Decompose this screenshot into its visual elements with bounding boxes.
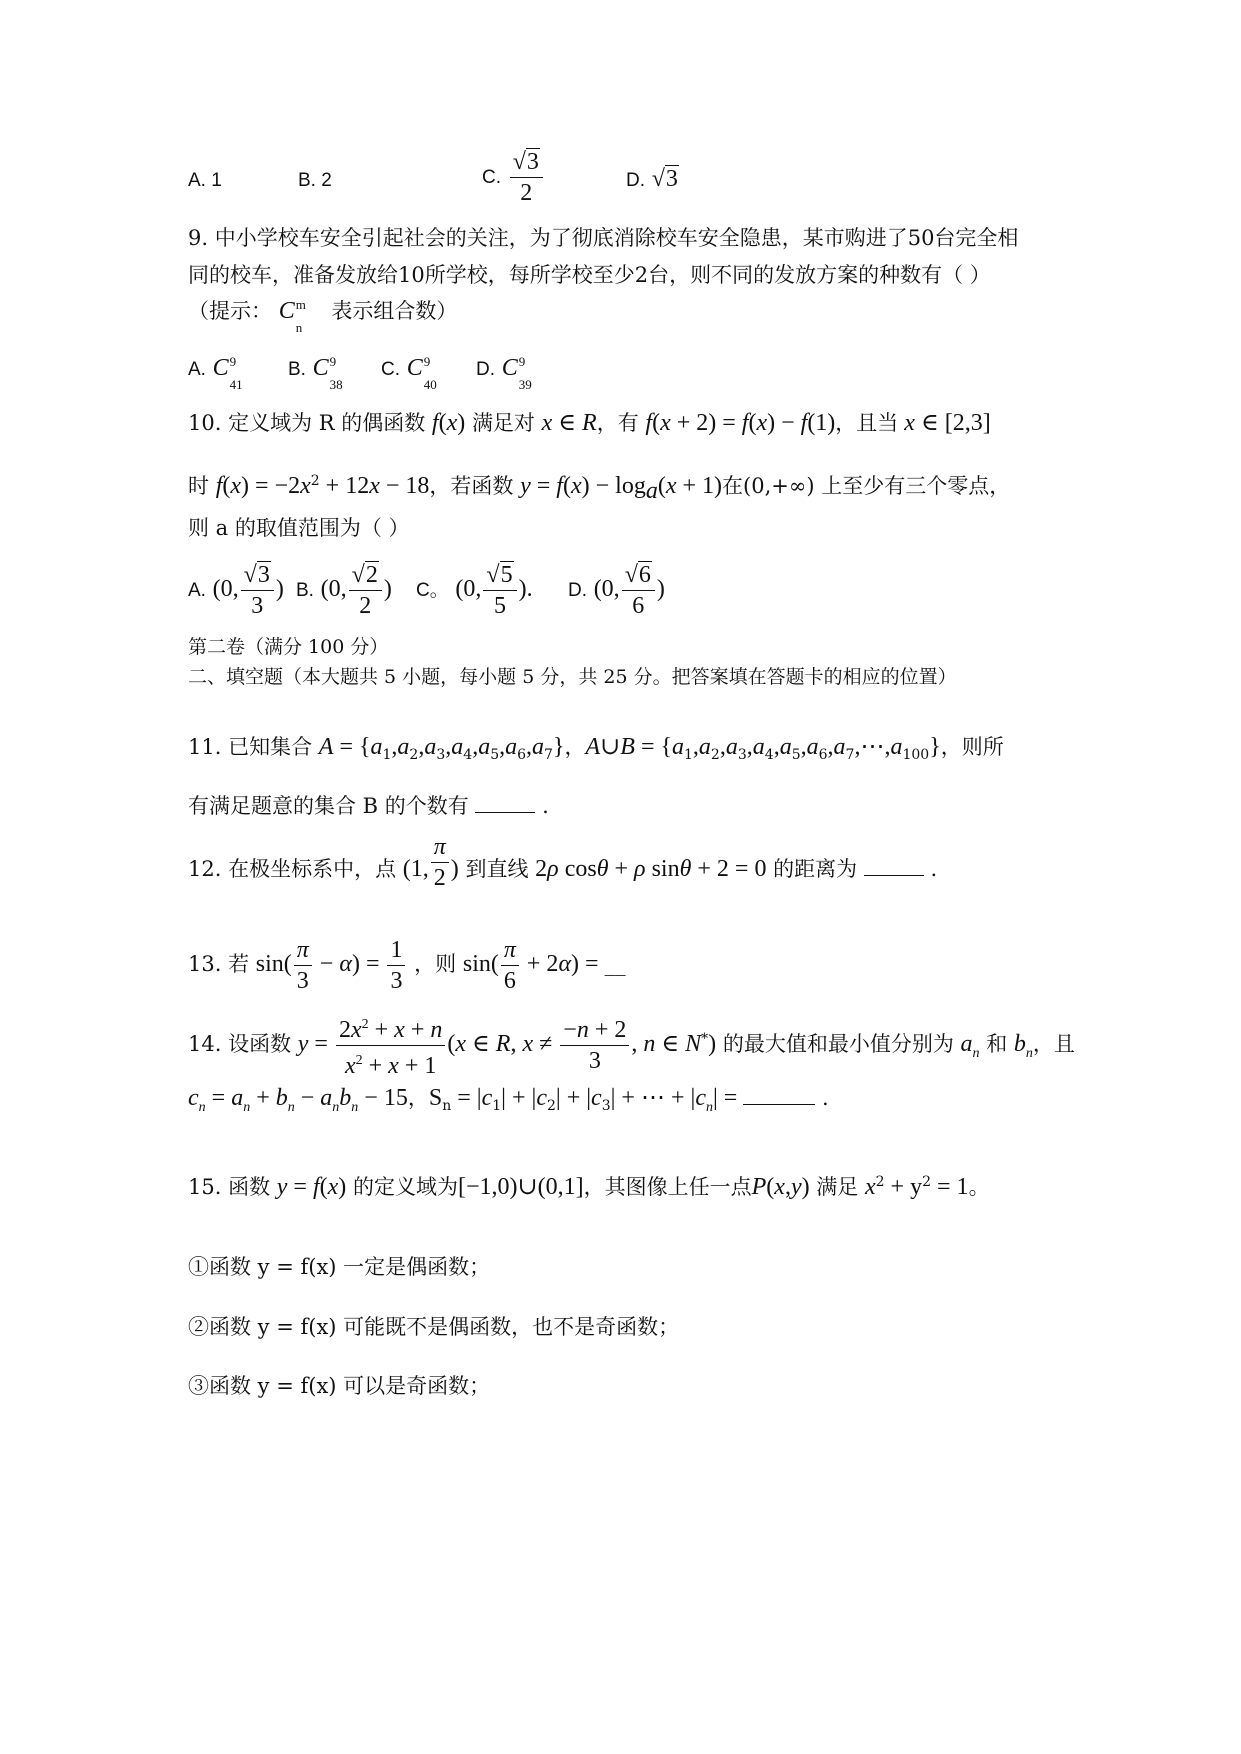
q15-statement-1: ①函数 y = f(x) 一定是偶函数； <box>188 1255 491 1279</box>
q10-option-a: A. <box>188 580 206 601</box>
q8-option-d: D. <box>626 170 645 191</box>
q9-option-a: A. <box>188 359 206 380</box>
q13-answer-blank[interactable]: __ <box>604 952 626 976</box>
q15-statement-2: ②函数 y = f(x) 可能既不是偶函数，也不是奇函数； <box>188 1315 680 1339</box>
q13-line: 13. 若 sin( $\frac{\pi}{3}$ − α) = $\frac{1}{3}$ ，则 sin( $\frac{\pi}{6}$ + 2α) = __ <box>188 937 626 994</box>
q8-option-c-value: $\frac{√3}{2}$ <box>510 147 543 208</box>
q8-option-c: C. <box>482 167 501 188</box>
q9-hint-prefix: （提示： <box>188 299 272 323</box>
q10-line-3: 则 a 的取值范围为（ ） <box>188 516 410 540</box>
q15-statement-3: ③函数 y = f(x) 可以是奇函数； <box>188 1374 491 1398</box>
q12-answer-blank[interactable] <box>864 853 924 876</box>
q9-line-1: 9. 中小学校车安全引起社会的关注，为了彻底消除校车安全隐患，某市购进了50台完全相 <box>188 226 1019 250</box>
q11-answer-blank[interactable] <box>475 790 535 813</box>
q11-line-2: 有满足题意的集合 B 的个数有 . <box>188 790 549 820</box>
q8-option-b: B. 2 <box>298 170 332 191</box>
q14-line-2: $c_n = a_n + b_n - a_nb_n - 15$，$S_n = |c_1| + |c_2| + |c_3|$ + ⋯ + $|c_n|$ = . <box>188 1082 829 1122</box>
exam-page: A. 1 B. 2 C. $\frac{√3}{2}$ D. √3 9. 中小学校车安全引起社会的关注，为了彻底消除校车安全隐患，某市购进了50台完全相 同的校车，准备发放给10所学校，每所学校至少2台，则不同的发放方案的种数有（ ） （提示： C m n 表示组合数） A. C 9 41 B. C 9 38 C. C 9 40 D. C 9 39 10. 定义域为 R 的偶函数 f(x) 满足对 x ∈ R，有 f(x + 2) = f(x) − f(1)，且当 x ∈ [2,3] 时 $f(x) = -2x^2 + 12x - 18$，若函数 $y = f(x) - \log_a(x + 1)$在(0,+∞) 上至少有三个零点， 则 a 的取值范围为（ ） A. (0, $\frac{√3}{3}$ ) B. (0, $\frac{√2}{2}$ ) C。 (0, $\frac{√5}{5}$ ). D. (0, $\frac{√6}{6}$ ) 第二卷（满分 100 分） 二、填空题（本大题共 5 小题，每小题 5 分，共 25 分。把答案填在答题卡的相应的位置） 11. 已知集合 $A = \{a_1,a_2,a_3,a_4,a_5,a_6,a_7\}$，A∪B = $\{a_1,a_2,a_3,a_4,a_5,a_6,a_7,\cdots,a_{100}\}$，则所 有满足题意的集合 B 的个数有 . 12. 在极坐标系中，点 (1, $\frac{\pi}{2}$ ) 到直线 2ρ cosθ + ρ sinθ + 2 = 0 的距离为 . 13. 若 sin( $\frac{\pi}{3}$ − α) = $\frac{1}{3}$ ，则 sin( $\frac{\pi}{6}$ + 2α) = __ 14. 设函数 y = $\frac{2x^2 + x + n}{x^2 + x + 1}$ (x ∈ R, x ≠ $\frac{-n + 2}{3}$ , n ∈ N*) 的最大值和最小值分别为 $a_n$ 和 $b_n$，且 $c_n = a_n + b_n - a_nb_n - 15$，$S_n = |c_1| + |c_2| + |c_3|$ + ⋯ + $|c_n|$ = . 15. 函数 y = f(x) 的定义域为[−1,0)∪(0,1]，其图像上任一点P(x,y) 满足 $x^2 + y^2 = 1$。 ①函数 y = f(x) 一定是偶函数； ②函数 y = f(x) 可能既不是偶函数，也不是奇函数； ③函数 y = f(x) 可以是奇函数； <box>188 149 1075 1398</box>
q8-option-d-value: √3 <box>651 166 678 192</box>
q14-answer-blank[interactable] <box>743 1082 815 1105</box>
q9-hint <box>188 297 458 335</box>
q9-hint-symbol: C m n <box>278 297 306 335</box>
section-2-title: 第二卷（满分 100 分） <box>188 636 389 658</box>
q12-line: 12. 在极坐标系中，点 (1, $\frac{\pi}{2}$ ) 到直线 2ρ cosθ + ρ sinθ + 2 = 0 的距离为 . <box>188 834 938 891</box>
q10-option-c: C。 <box>416 580 449 601</box>
q9-hint-suffix: 表示组合数） <box>331 299 458 323</box>
q9-option-b: B. <box>288 359 306 380</box>
q10-line-1: 10. 定义域为 R 的偶函数 f(x) 满足对 x ∈ R，有 f(x + 2) = f(x) − f(1)，且当 x ∈ [2,3] <box>188 410 991 436</box>
q9-line-2: 同的校车，准备发放给10所学校，每所学校至少2台，则不同的发放方案的种数有（ ） <box>188 263 991 287</box>
q10-option-b: B. <box>296 580 314 601</box>
q10-line-2: 时 $f(x) = -2x^2 + 12x - 18$，若函数 $y = f(x) - \log_a(x + 1)$在(0,+∞) 上至少有三个零点， <box>188 473 1011 505</box>
q8-option-a: A. 1 <box>188 170 222 191</box>
q14-line-1: 14. 设函数 y = $\frac{2x^2 + x + n}{x^2 + x + 1}$ (x ∈ R, x ≠ $\frac{-n + 2}{3}$ , n ∈ N*) 的最大值和最小值分别为 $a_n$ 和 $b_n$，且 <box>188 1010 1075 1081</box>
q11-line-1: 11. 已知集合 $A = \{a_1,a_2,a_3,a_4,a_5,a_6,a_7\}$，A∪B = $\{a_1,a_2,a_3,a_4,a_5,a_6,a_7,\cdots,a_{100}\}$，则所 <box>188 734 1004 764</box>
q10-option-d: D. <box>568 580 587 601</box>
q15-line: 15. 函数 y = f(x) 的定义域为[−1,0)∪(0,1]，其图像上任一点P(x,y) 满足 $x^2 + y^2 = 1$。 <box>188 1174 990 1200</box>
q9-option-d: D. <box>476 359 495 380</box>
q9-option-c: C. <box>381 359 400 380</box>
section-2-heading: 二、填空题（本大题共 5 小题，每小题 5 分，共 25 分。把答案填在答题卡的相应的位置） <box>188 666 957 688</box>
